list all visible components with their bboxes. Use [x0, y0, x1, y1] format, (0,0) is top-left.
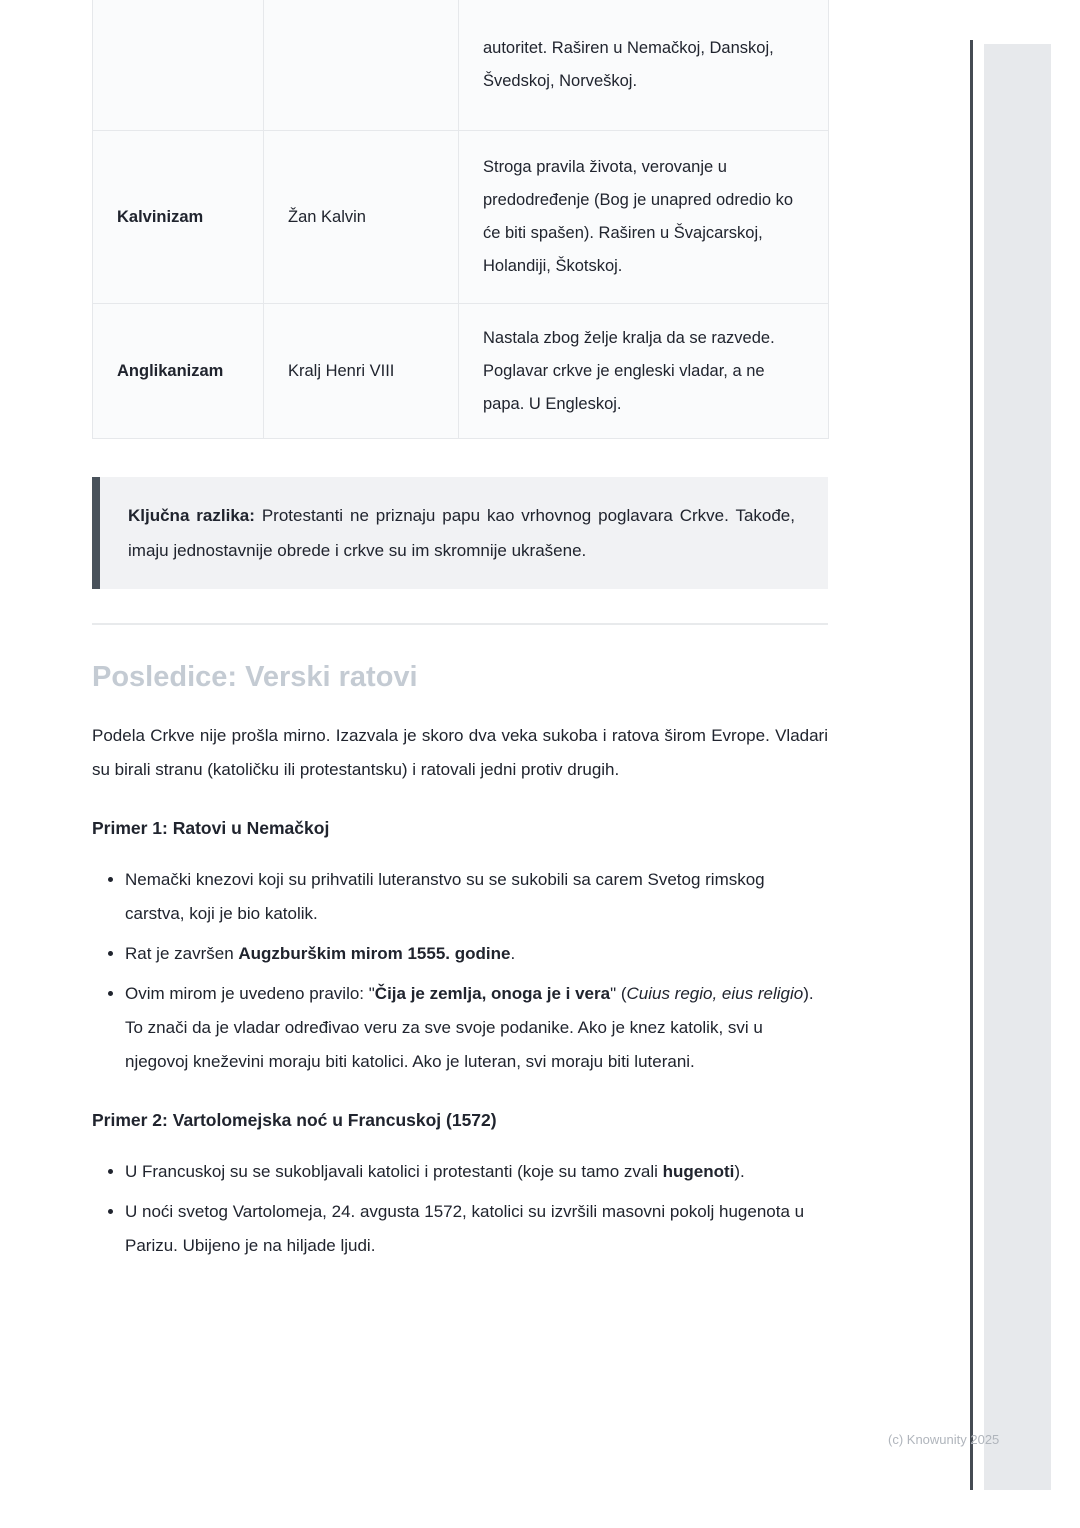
cell-founder: [264, 0, 459, 131]
list-item-text: U Francuskoj su se sukobljavali katolici i protestanti (koje su tamo zvali hugenoti).: [125, 1162, 745, 1181]
copyright-watermark: (c) Knowunity 2025: [888, 1432, 1000, 1447]
scrollbar-thumb[interactable]: [970, 40, 973, 1490]
intro-paragraph: Podela Crkve nije prošla mirno. Izazvala je skoro dva veka sukoba i ratova širom Evrope. Vladari su birali stranu (katoličku ili protestantsku) i ratovali jedni protiv drugih.: [92, 726, 828, 779]
key-difference-callout: [92, 477, 828, 589]
cell-description: Nastala zbog želje kralja da se razvede. Poglavar crkve je engleski vladar, a ne papa. U Engleskoj.: [459, 304, 829, 439]
document-content: [92, 0, 828, 1269]
callout-text: Ključna razlika: Protestanti ne priznaju papu kao vrhovnog poglavara Crkve. Takođe, imaju jednostavnije obrede i crkve su im skromnije ukrašene.: [128, 506, 795, 560]
cell-description: autoritet. Raširen u Nemačkoj, Danskoj, Švedskoj, Norveškoj.: [459, 0, 829, 131]
side-panel-strip: [984, 44, 1051, 1490]
example-1-list: [92, 863, 828, 1079]
protestant-denominations-table: [92, 0, 829, 439]
list-item: [125, 1195, 828, 1263]
example-1-heading: Primer 1: Ratovi u Nemačkoj: [92, 818, 330, 838]
table-row: [93, 304, 829, 439]
cell-denomination: Anglikanizam: [93, 304, 264, 439]
list-item: [125, 1155, 828, 1189]
table-row: [93, 131, 829, 304]
list-item-text: Ovim mirom je uvedeno pravilo: "Čija je zemlja, onoga je i vera" (Cuius regio, eius religio). To znači da je vladar određivao veru za sve svoje podanike. Ako je knez katolik, svi u njegovoj kneževini moraju biti katolici. Ako je luteran, svi moraju biti luterani.: [125, 984, 814, 1071]
section-heading: Posledice: Verski ratovi: [92, 661, 418, 693]
list-item: [125, 937, 828, 971]
section-divider: [92, 623, 828, 625]
list-item-text: U noći svetog Vartolomeja, 24. avgusta 1572, katolici su izvršili masovni pokolj hugenota u Parizu. Ubijeno je na hiljade ljudi.: [125, 1202, 805, 1255]
example-2-heading: Primer 2: Vartolomejska noć u Francuskoj (1572): [92, 1110, 497, 1130]
list-item: [125, 863, 828, 931]
list-item: [125, 977, 828, 1079]
cell-founder: Žan Kalvin: [264, 131, 459, 304]
cell-denomination: [93, 0, 264, 131]
cell-description: Stroga pravila života, verovanje u predodređenje (Bog je unapred odredio ko će biti spašen). Raširen u Švajcarskoj, Holandiji, Škotskoj.: [459, 131, 829, 304]
cell-denomination: Kalvinizam: [93, 131, 264, 304]
table-row: [93, 0, 829, 131]
list-item-text: Nemački knezovi koji su prihvatili luteranstvo su se sukobili sa carem Svetog rimskog carstva, koji je bio katolik.: [125, 870, 765, 923]
cell-founder: Kralj Henri VIII: [264, 304, 459, 439]
example-2-list: [92, 1155, 828, 1263]
list-item-text: Rat je završen Augzburškim mirom 1555. godine.: [125, 944, 516, 963]
